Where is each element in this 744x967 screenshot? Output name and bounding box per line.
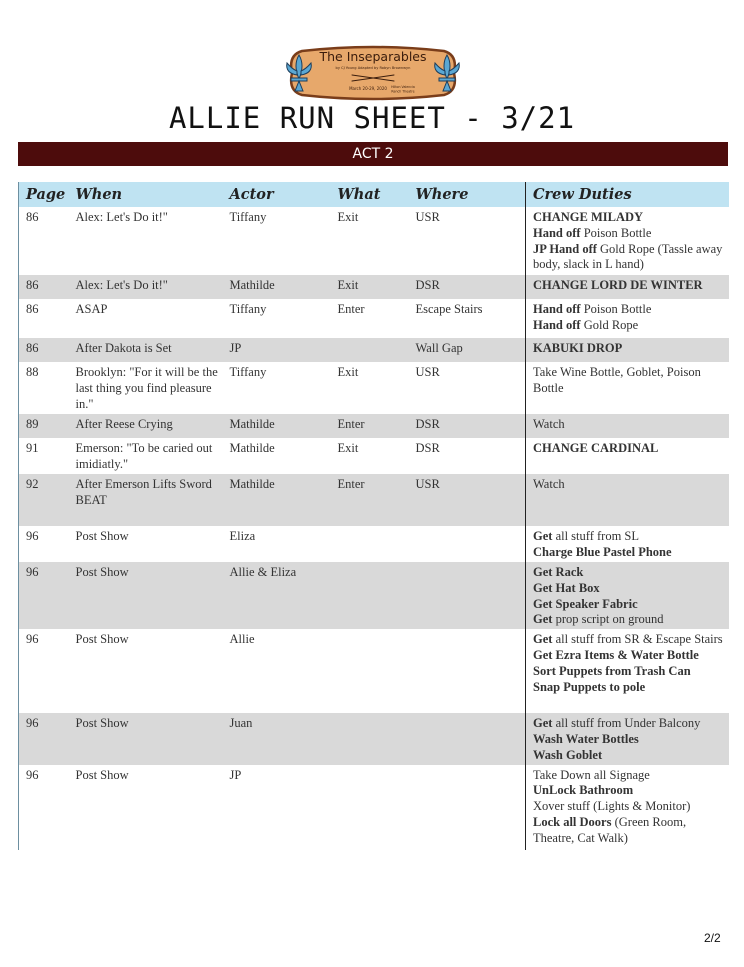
cell-when [69,207,223,275]
table-header-row [19,182,729,207]
cell-actor [223,207,331,275]
crew-duty-line [533,529,725,545]
cell-actor [223,629,331,713]
cell-when [69,765,223,850]
crew-duty-line [533,680,725,696]
cell-when-text: Post Show [75,632,129,647]
crew-duty-line [533,278,725,294]
crew-duty-emphasis: CHANGE CARDINAL [533,441,659,455]
crew-duty-line [533,477,725,493]
cell-page [19,526,69,562]
cell-when-text: Emerson: "To be caried out imidiatly." [75,441,213,471]
cell-actor-text: JP [229,341,242,355]
cell-when-text: BEAT [75,492,107,507]
crew-duty-emphasis: CHANGE MILADY [533,210,644,224]
cell-what [331,299,409,338]
cell-page-text: 96 [26,632,39,647]
cell-crew-duties [526,765,729,850]
cell-what [331,526,409,562]
cell-page-text: 92 [26,477,39,491]
crew-duty-line [533,664,725,680]
cell-actor [223,275,331,299]
crew-duty-emphasis: Get Hat Box [533,580,600,595]
cell-page-text: 86 [26,341,39,355]
cell-when [69,474,223,526]
run-sheet-table [18,182,729,850]
crew-duty-emphasis: Get Ezra Items & Water Bottle [533,647,699,662]
cell-where-text: Wall Gap [415,341,463,355]
cell-what [331,275,409,299]
crew-duty-line [533,318,725,334]
cell-what [331,207,409,275]
cell-page-text: 91 [26,441,39,455]
cell-what [331,414,409,438]
cell-page [19,713,69,764]
table-row [19,275,729,299]
table-row [19,526,729,562]
crew-duty-line [533,768,725,784]
cell-when [69,562,223,629]
cell-actor-text: JP [229,767,242,782]
crew-duty-text: all stuff from Under Balcony [552,716,701,731]
crew-duty-emphasis: Wash Water Bottles [533,731,639,746]
crew-duty-emphasis: Hand off [533,225,581,240]
cell-actor [223,362,331,414]
cell-where [409,275,526,299]
cell-crew-duties [526,362,729,414]
cell-actor [223,562,331,629]
cell-where [409,526,526,562]
cell-page-text: 88 [26,365,39,379]
cell-where [409,207,526,275]
crew-duty-line [533,242,725,274]
crew-duty-line [533,716,725,732]
cell-where-text: DSR [415,417,440,431]
cell-where [409,474,526,526]
crew-duty-emphasis: Snap Puppets to pole [533,679,646,694]
column-header-actor: Actor [223,182,331,207]
crew-duty-line [533,632,725,648]
crew-duty-line [533,783,725,799]
crew-duty-line [533,799,725,815]
crew-duty-text: Poison Bottle [580,225,652,240]
table-row [19,362,729,414]
crew-duty-text: Take Wine Bottle, Goblet, Poison Bottle [533,365,701,395]
crew-duty-text: (Green Room, Theatre, Cat Walk) [533,814,687,845]
crew-duty-line [533,597,725,613]
cell-page [19,474,69,526]
cell-what-text: Exit [337,365,359,379]
crew-duty-emphasis: Get [533,529,553,543]
cell-when-text: Brooklyn: "For it will be the last thing you find pleasure in." [75,365,218,411]
table-row [19,338,729,362]
cell-crew-duties [526,207,729,275]
cell-actor-text: Mathilde [229,441,275,455]
cell-when-text: Alex: Let's Do it!" [75,278,168,292]
crew-duty-line [533,210,725,226]
crew-duty-text: all stuff from SR & Escape Stairs [552,632,723,647]
crew-duty-emphasis: Get [533,632,553,647]
logo-venue-2: Ranch Theatre [391,89,415,94]
cell-what-text: Exit [337,210,359,224]
crew-duty-text: Watch [533,477,565,491]
cell-actor [223,765,331,850]
cell-when-text: Post Show [75,767,129,782]
crew-duty-text: all stuff from SL [552,529,640,543]
cell-page-text: 86 [26,302,39,316]
cell-when [69,338,223,362]
logo-dates: March 20-29, 2020 [349,86,387,91]
crew-duty-emphasis: Get [533,612,553,627]
table-row [19,207,729,275]
cell-actor [223,299,331,338]
cell-actor-text: Allie & Eliza [229,565,297,579]
crew-duty-text: Watch [533,417,565,431]
crew-duty-emphasis: Get Rack [533,565,584,579]
cell-crew-duties [526,414,729,438]
cell-where [409,765,526,850]
cell-where-text: Escape Stairs [415,302,483,316]
cell-when [69,362,223,414]
crew-duty-line [533,581,725,597]
crew-duty-text: Poison Bottle [580,302,652,316]
logo-venue: Hilton Valencia [391,85,415,89]
cell-actor [223,474,331,526]
crew-duty-line [533,365,725,397]
cell-where [409,438,526,474]
cell-when-text: Alex: Let's Do it!" [75,210,168,224]
crew-duty-line [533,226,725,242]
cell-actor [223,414,331,438]
cell-actor-text: Eliza [229,529,256,543]
cell-when-text: After Dakota is Set [75,341,172,355]
logo-title: The Inseparables [319,49,427,64]
cell-page [19,275,69,299]
table-row [19,562,729,629]
cell-what [331,562,409,629]
cell-where [409,629,526,713]
cell-actor [223,338,331,362]
cell-what-text: Enter [337,302,365,316]
cell-actor-text: Mathilde [229,417,275,431]
crew-duty-emphasis: Hand off [533,302,581,316]
cell-crew-duties [526,275,729,299]
cell-what [331,338,409,362]
column-header-what: What [331,182,409,207]
cell-when-text: Post Show [75,529,129,543]
cell-where [409,414,526,438]
cell-page-text: 96 [26,565,39,579]
column-header-page: Page [19,182,69,207]
cell-when [69,299,223,338]
cell-where-text: DSR [415,278,440,292]
cell-where [409,299,526,338]
crew-duty-line [533,417,725,433]
logo-credits: by CJ Young Adapted by Robyn Brownwyn [335,66,411,70]
page-number: 2/2 [704,931,721,945]
cell-actor-text: Tiffany [229,365,267,379]
cell-crew-duties [526,713,729,764]
cell-what [331,765,409,850]
column-header-crew-duties: Crew Duties [526,182,729,207]
cell-page [19,629,69,713]
crew-duty-emphasis: Lock all Doors [533,814,612,829]
cell-actor [223,438,331,474]
cell-what-text: Exit [337,278,359,292]
crew-duty-text: Gold Rope (Tassle away body, slack in L hand) [533,241,723,272]
cell-crew-duties [526,438,729,474]
cell-page [19,765,69,850]
cell-page-text: 96 [26,716,39,731]
cell-when [69,438,223,474]
cell-when-text: ASAP [75,302,108,316]
cell-page-text: 89 [26,417,39,431]
cell-where-text: DSR [415,441,440,455]
cell-where [409,562,526,629]
cell-crew-duties [526,338,729,362]
cell-what-text: Enter [337,417,365,431]
cell-actor-text: Mathilde [229,278,275,292]
cell-page [19,207,69,275]
cell-crew-duties [526,474,729,526]
crew-duty-emphasis: UnLock Bathroom [533,783,634,798]
cell-when-text: After Emerson Lifts Sword [75,477,212,491]
column-header-when: When [69,182,223,207]
cell-where [409,713,526,764]
cell-page [19,438,69,474]
table-row [19,765,729,850]
cell-where [409,362,526,414]
cell-what [331,362,409,414]
cell-page-text: 96 [26,529,39,543]
crew-duty-text: prop script on ground [552,612,664,627]
crew-duty-line [533,545,725,561]
cell-crew-duties [526,299,729,338]
table-row [19,474,729,526]
cell-crew-duties [526,526,729,562]
column-header-where: Where [409,182,526,207]
cell-what [331,438,409,474]
cell-page [19,562,69,629]
cell-page [19,414,69,438]
cell-where [409,338,526,362]
crew-duty-line [533,441,725,457]
crew-duty-line [533,565,725,581]
cell-actor [223,526,331,562]
table-row [19,629,729,713]
cell-when-text: Post Show [75,565,129,579]
cell-page [19,299,69,338]
cell-actor [223,713,331,764]
table-row [19,713,729,764]
cell-page [19,362,69,414]
page-title: ALLIE RUN SHEET - 3/21 [168,101,576,135]
cell-page-text: 96 [26,767,39,782]
cell-when [69,526,223,562]
crew-duty-emphasis: Hand off [533,317,581,332]
cell-when [69,629,223,713]
cell-actor-text: Juan [229,716,253,731]
crew-duty-line [533,648,725,664]
cell-what-text: Enter [337,477,365,491]
cell-where-text: USR [415,210,440,224]
crew-duty-emphasis: JP Hand off [533,241,597,256]
crew-duty-emphasis: CHANGE LORD DE WINTER [533,278,703,292]
crew-duty-text: Take Down all Signage [533,767,650,782]
cell-when [69,713,223,764]
table-body [19,207,729,850]
crew-duty-emphasis: Wash Goblet [533,747,603,762]
cell-when-text: Post Show [75,716,129,731]
cell-where-text: USR [415,477,440,491]
crew-duty-text: Xover stuff (Lights & Monitor) [533,799,691,814]
cell-what [331,629,409,713]
crew-duty-emphasis: Get Speaker Fabric [533,596,638,611]
table-row [19,438,729,474]
cell-page [19,338,69,362]
act-banner: ACT 2 [18,142,728,166]
cell-actor-text: Mathilde [229,477,275,491]
crew-duty-line [533,341,725,357]
crew-duty-line [533,302,725,318]
cell-when [69,414,223,438]
cell-actor-text: Tiffany [229,210,267,224]
crew-duty-line [533,748,725,764]
crew-duty-line [533,815,725,847]
cell-when-text: After Reese Crying [75,417,173,431]
cell-where-text: USR [415,365,440,379]
table-row [19,414,729,438]
crew-duty-line [533,612,725,628]
crew-duty-emphasis: KABUKI DROP [533,341,623,355]
table-row [19,299,729,338]
cell-when [69,275,223,299]
cell-crew-duties [526,629,729,713]
crew-duty-emphasis: Get [533,716,553,731]
crew-duty-line [533,732,725,748]
cell-crew-duties [526,562,729,629]
cell-page-text: 86 [26,278,39,292]
crew-duty-emphasis: Sort Puppets from Trash Can [533,663,691,678]
show-logo [282,45,464,101]
crew-duty-text: Gold Rope [580,317,639,332]
cell-what [331,474,409,526]
cell-what [331,713,409,764]
cell-what-text: Exit [337,441,359,455]
cell-actor-text: Tiffany [229,302,267,316]
crew-duty-emphasis: Charge Blue Pastel Phone [533,544,672,559]
cell-page-text: 86 [26,210,39,224]
cell-actor-text: Allie [229,632,255,647]
